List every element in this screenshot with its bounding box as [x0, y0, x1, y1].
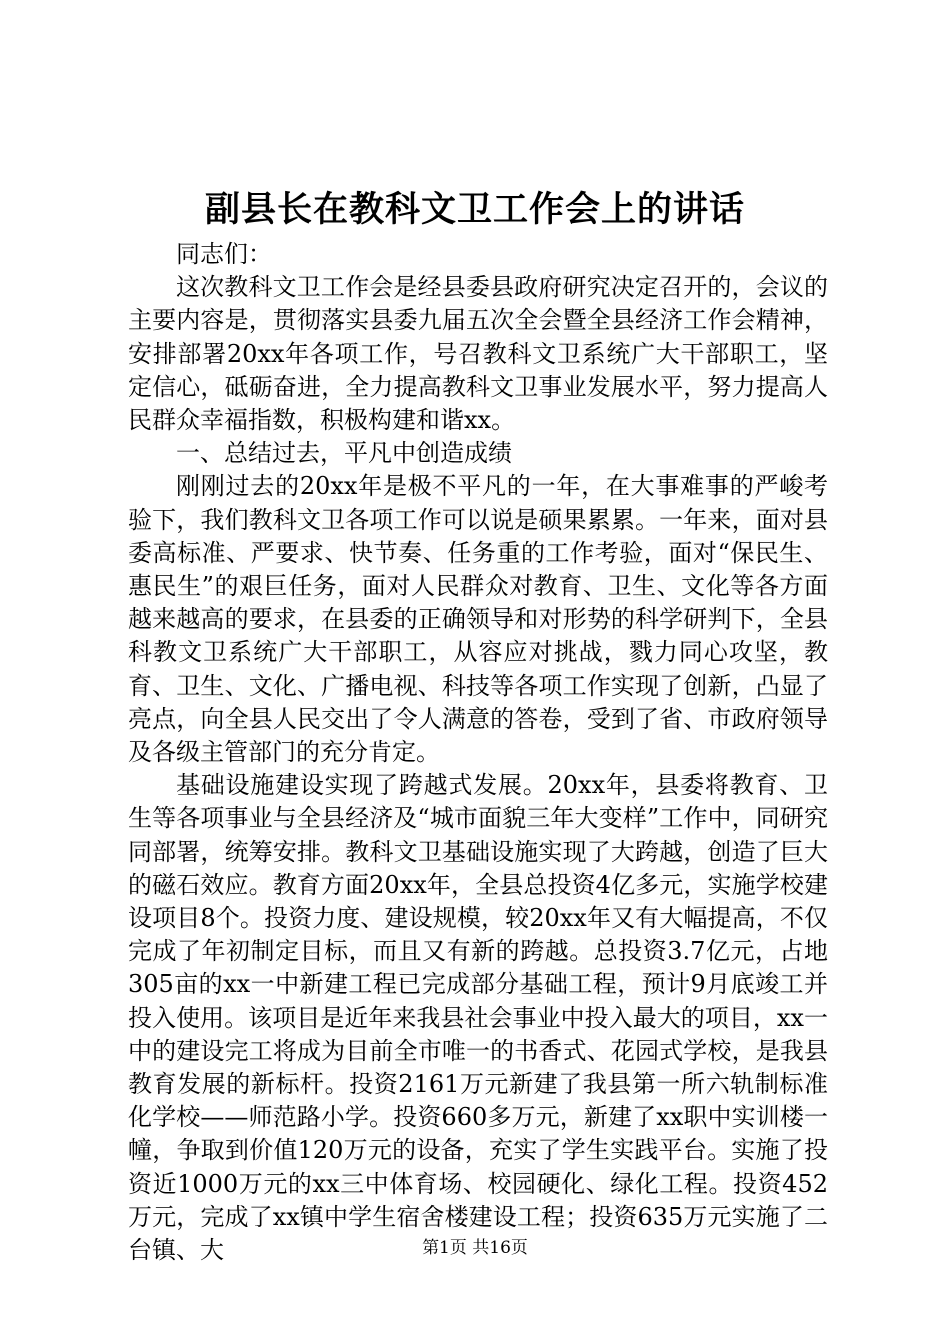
section-heading: 一、总结过去，平凡中创造成绩 — [176, 439, 512, 468]
page-footer: 第1页 共16页 — [422, 1238, 528, 1258]
infrastructure-paragraph: 基础设施建设实现了跨越式发展。20xx年，县委将教育、卫生等各项事业与全县经济及“城市面貌三年大变样”工作中，同研究同部署，统筹安排。教科文卫基础设施实现了大跨越，创造了巨大的磁石效应。教育方面20xx年，全县总投资4亿多元，实施学校建设项目8个。投资力度、建设规模，较20xx年又有大幅提高，不仅完成了年初制定目标，而且又有新的跨越。总投资3.7亿元，占地305亩的xx一中新建工程已完成部分基础工程，预计9月底竣工并投入使用。该项目是近年来我县社会事业中投入最大的项目，xx一中的建设完工将成为目前全市唯一的书香式、花园式学校，是我县教育发展的新标杆。投资2161万元新建了我县第一所六轨制标准化学校——师范路小学。投资660多万元，新建了xx职中实训楼一幢，争取到价值120万元的设备，充实了学生实践平台。实施了投资近1000万元的xx三中体育场、校园硬化、绿化工程。投资452万元，完成了xx镇中学生宿舍楼建设工程；投资635万元实施了二台镇、大 — [128, 771, 828, 1265]
summary-paragraph: 刚刚过去的20xx年是极不平凡的一年，在大事难事的严峻考验下，我们教科文卫各项工作可以说是硕果累累。一年来，面对县委高标准、严要求、快节奏、任务重的工作考验，面对“保民生、惠民生”的艰巨任务，面对人民群众对教育、卫生、文化等各方面越来越高的要求，在县委的正确领导和对形势的科学研判下，全县科教文卫系统广大干部职工，从容应对挑战，戮力同心攻坚，教育、卫生、文化、广播电视、科技等各项工作实现了创新，凸显了亮点，向全县人民交出了令人满意的答卷，受到了省、市政府领导及各级主管部门的充分肯定。 — [128, 472, 828, 767]
salutation-paragraph: 同志们： — [176, 240, 272, 268]
document-title: 副县长在教科文卫工作会上的讲话 — [204, 189, 745, 230]
document-body — [128, 238, 828, 1267]
intro-paragraph: 这次教科文卫工作会是经县委县政府研究决定召开的，会议的主要内容是，贯彻落实县委九届五次全会暨全县经济工作会精神，安排部署20xx年各项工作，号召教科文卫系统广大干部职工，坚定信心，砥砺奋进，全力提高教科文卫事业发展水平，努力提高人民群众幸福指数，积极构建和谐xx。 — [128, 273, 828, 435]
